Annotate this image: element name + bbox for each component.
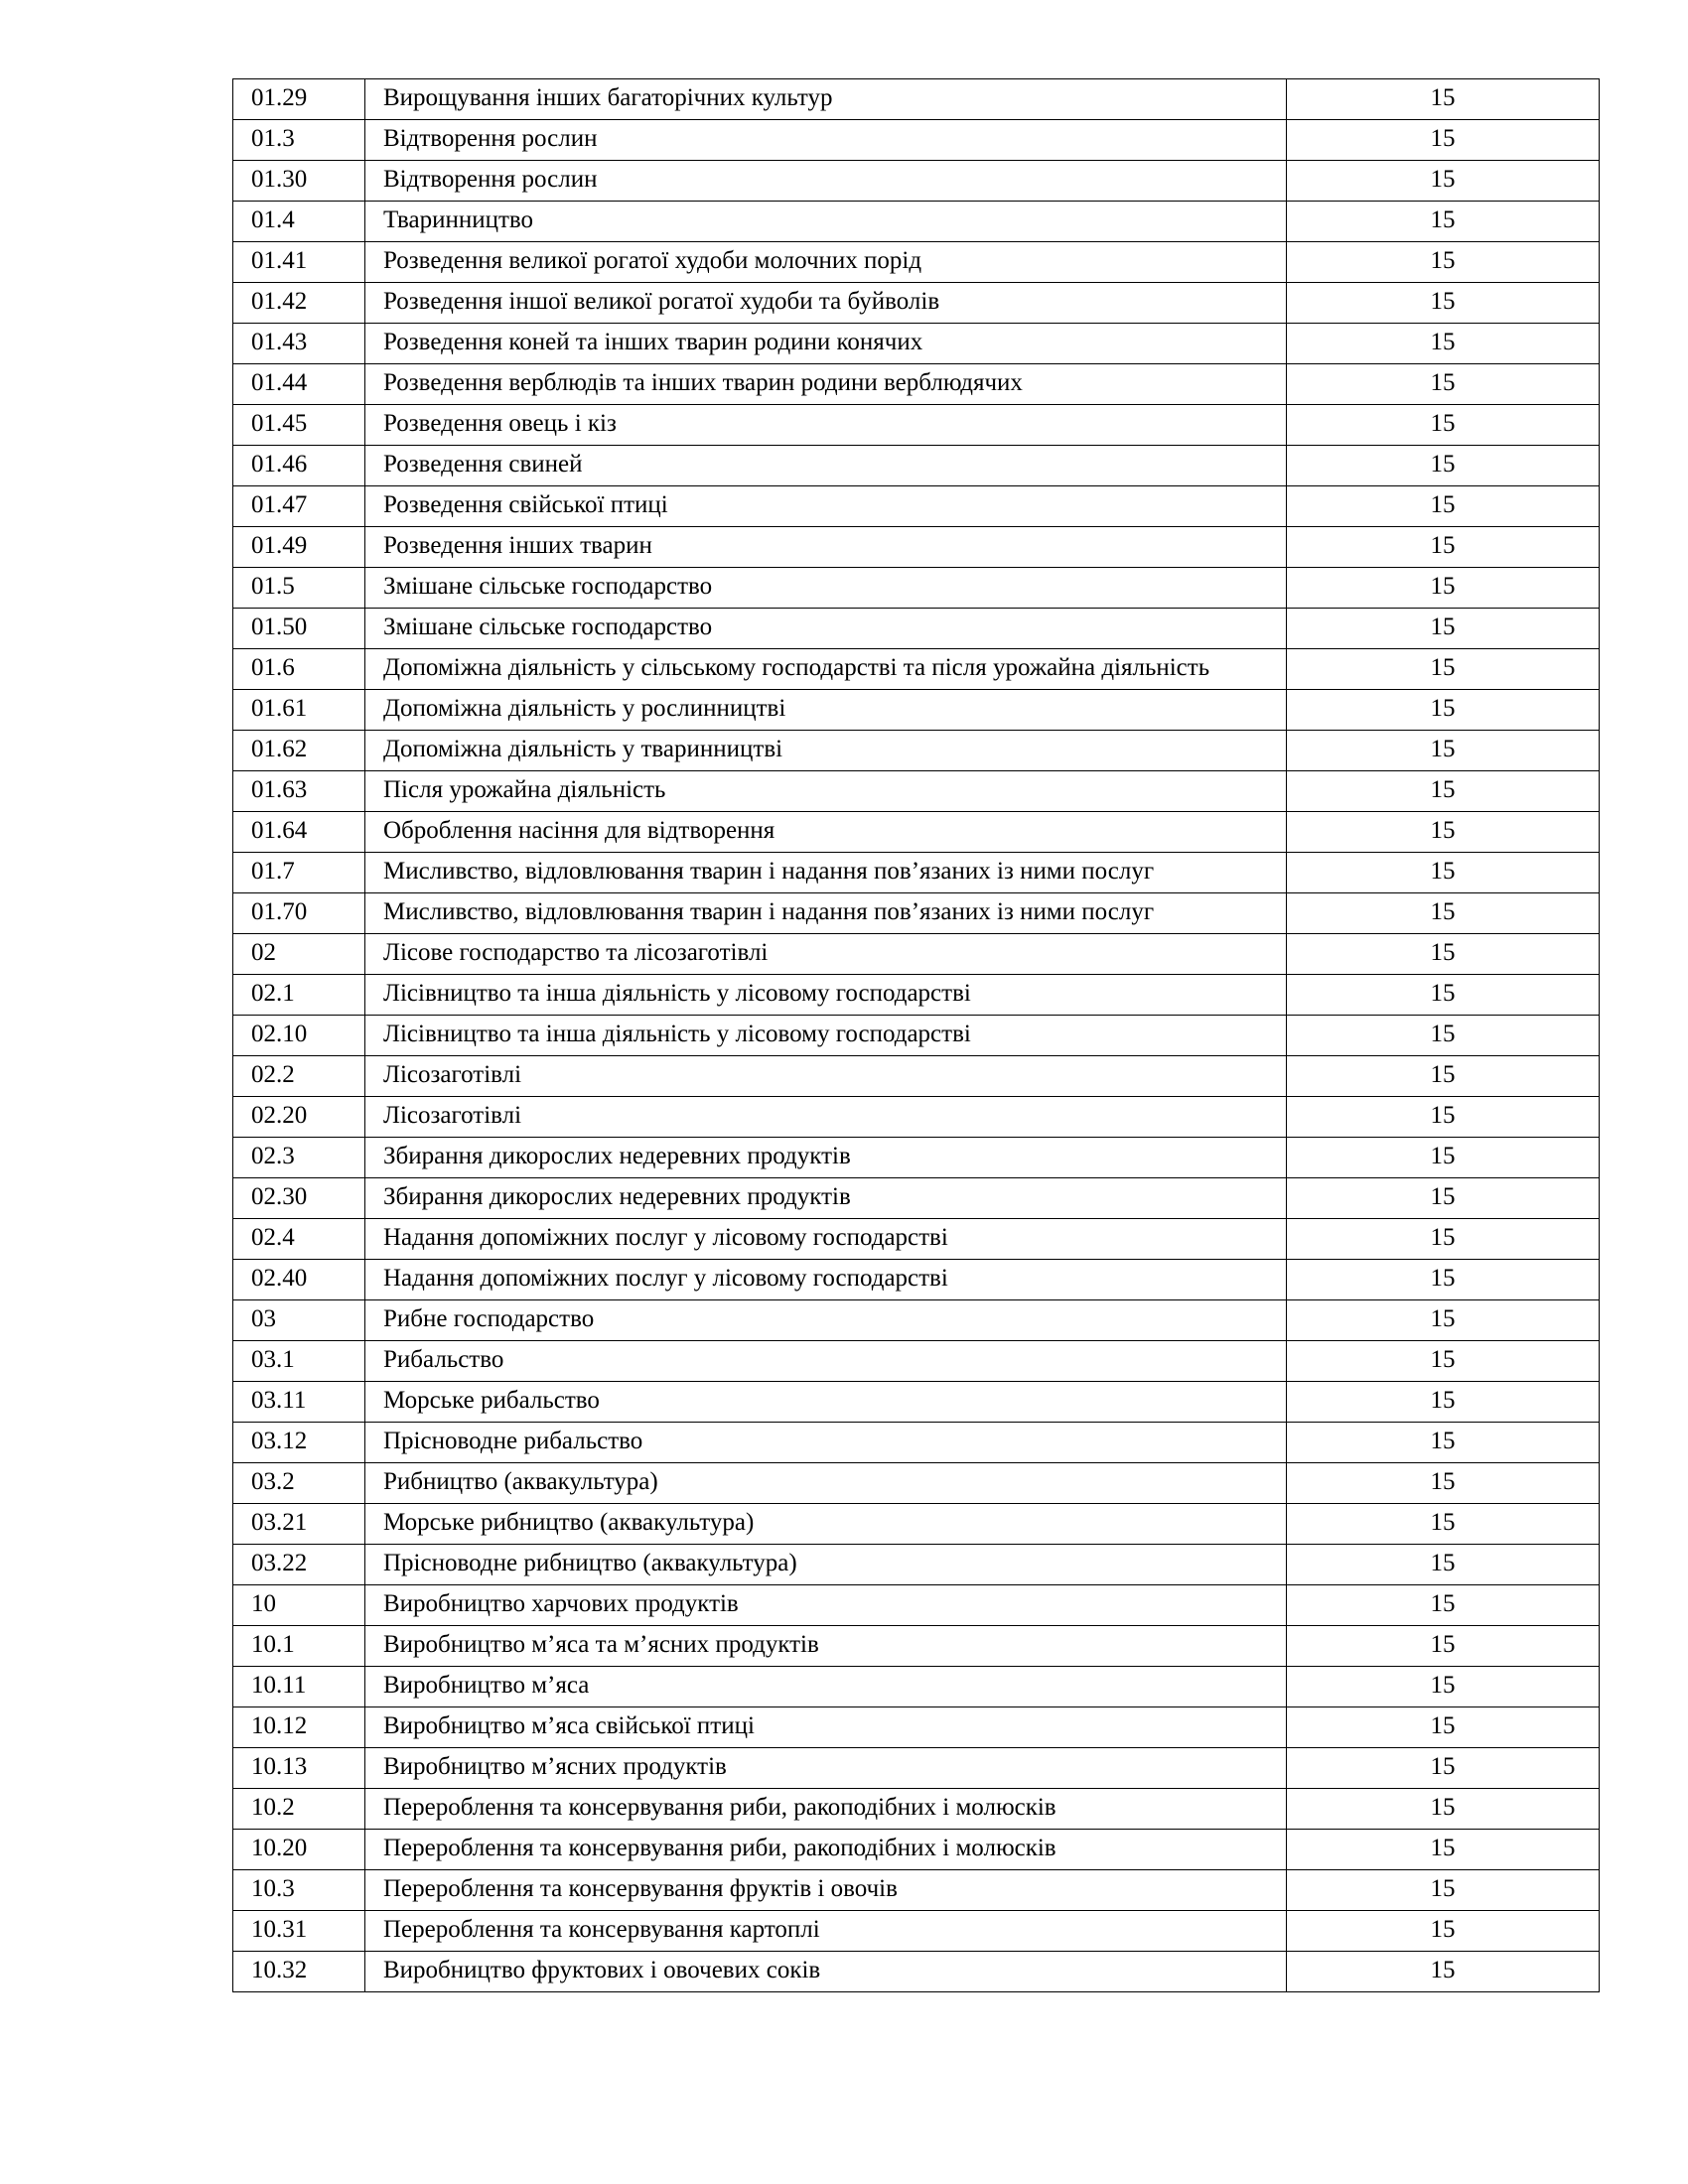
- activity-code-cell: 01.62: [233, 731, 365, 771]
- table-row: [233, 1341, 1600, 1382]
- rate-cell: 15: [1287, 1789, 1600, 1830]
- rate-cell: 15: [1287, 1911, 1600, 1952]
- rate-cell: 15: [1287, 812, 1600, 853]
- rate-cell: 15: [1287, 1952, 1600, 1992]
- table-row: [233, 1830, 1600, 1870]
- rate-cell: 15: [1287, 1667, 1600, 1707]
- activity-name-cell: Лісозаготівлі: [365, 1056, 1287, 1097]
- activity-code-cell: 01.30: [233, 161, 365, 202]
- activity-name-cell: Розведення верблюдів та інших тварин родини верблюдячих: [365, 364, 1287, 405]
- rate-cell: 15: [1287, 405, 1600, 446]
- table-row: [233, 1423, 1600, 1463]
- rate-cell: 15: [1287, 853, 1600, 893]
- rate-cell: 15: [1287, 202, 1600, 242]
- activity-code-cell: 03.11: [233, 1382, 365, 1423]
- rate-cell: 15: [1287, 649, 1600, 690]
- activity-code-cell: 01.5: [233, 568, 365, 609]
- activity-name-cell: Розведення коней та інших тварин родини конячих: [365, 324, 1287, 364]
- table-row: [233, 649, 1600, 690]
- activity-codes-table-body: [233, 79, 1600, 1992]
- activity-code-cell: 10.3: [233, 1870, 365, 1911]
- activity-code-cell: 01.45: [233, 405, 365, 446]
- activity-code-cell: 10.20: [233, 1830, 365, 1870]
- activity-name-cell: Лісове господарство та лісозаготівлі: [365, 934, 1287, 975]
- activity-code-cell: 01.6: [233, 649, 365, 690]
- activity-name-cell: Лісозаготівлі: [365, 1097, 1287, 1138]
- activity-name-cell: Перероблення та консервування риби, ракоподібних і молюсків: [365, 1789, 1287, 1830]
- table-row: [233, 1178, 1600, 1219]
- activity-code-cell: 02: [233, 934, 365, 975]
- rate-cell: 15: [1287, 1585, 1600, 1626]
- rate-cell: 15: [1287, 283, 1600, 324]
- activity-name-cell: Прісноводне рибальство: [365, 1423, 1287, 1463]
- table-row: [233, 364, 1600, 405]
- rate-cell: 15: [1287, 1178, 1600, 1219]
- activity-code-cell: 03.22: [233, 1545, 365, 1585]
- activity-name-cell: Виробництво харчових продуктів: [365, 1585, 1287, 1626]
- table-row: [233, 1016, 1600, 1056]
- rate-cell: 15: [1287, 1504, 1600, 1545]
- table-row: [233, 853, 1600, 893]
- activity-code-cell: 01.7: [233, 853, 365, 893]
- rate-cell: 15: [1287, 364, 1600, 405]
- table-row: [233, 1463, 1600, 1504]
- activity-name-cell: Допоміжна діяльність у рослинництві: [365, 690, 1287, 731]
- activity-name-cell: Перероблення та консервування картоплі: [365, 1911, 1287, 1952]
- activity-name-cell: Виробництво м’яса свійської птиці: [365, 1707, 1287, 1748]
- rate-cell: 15: [1287, 242, 1600, 283]
- activity-code-cell: 01.47: [233, 486, 365, 527]
- rate-cell: 15: [1287, 934, 1600, 975]
- activity-name-cell: Морське рибальство: [365, 1382, 1287, 1423]
- table-row: [233, 1097, 1600, 1138]
- rate-cell: 15: [1287, 1016, 1600, 1056]
- activity-code-cell: 02.10: [233, 1016, 365, 1056]
- rate-cell: 15: [1287, 79, 1600, 120]
- activity-code-cell: 01.42: [233, 283, 365, 324]
- activity-name-cell: Розведення свиней: [365, 446, 1287, 486]
- activity-code-cell: 01.46: [233, 446, 365, 486]
- activity-code-cell: 02.1: [233, 975, 365, 1016]
- table-row: [233, 1545, 1600, 1585]
- rate-cell: 15: [1287, 568, 1600, 609]
- activity-code-cell: 10.31: [233, 1911, 365, 1952]
- activity-code-cell: 02.30: [233, 1178, 365, 1219]
- activity-name-cell: Прісноводне рибництво (аквакультура): [365, 1545, 1287, 1585]
- activity-name-cell: Після урожайна діяльність: [365, 771, 1287, 812]
- activity-codes-table: [232, 78, 1600, 1992]
- table-row: [233, 283, 1600, 324]
- rate-cell: 15: [1287, 771, 1600, 812]
- activity-name-cell: Морське рибництво (аквакультура): [365, 1504, 1287, 1545]
- table-row: [233, 202, 1600, 242]
- activity-code-cell: 01.41: [233, 242, 365, 283]
- table-row: [233, 1748, 1600, 1789]
- activity-code-cell: 10.1: [233, 1626, 365, 1667]
- rate-cell: 15: [1287, 975, 1600, 1016]
- activity-code-cell: 10.11: [233, 1667, 365, 1707]
- activity-code-cell: 01.50: [233, 609, 365, 649]
- activity-code-cell: 02.4: [233, 1219, 365, 1260]
- activity-code-cell: 01.43: [233, 324, 365, 364]
- rate-cell: 15: [1287, 731, 1600, 771]
- rate-cell: 15: [1287, 1056, 1600, 1097]
- table-row: [233, 1667, 1600, 1707]
- activity-name-cell: Змішане сільське господарство: [365, 609, 1287, 649]
- activity-code-cell: 02.2: [233, 1056, 365, 1097]
- table-row: [233, 690, 1600, 731]
- activity-code-cell: 02.40: [233, 1260, 365, 1300]
- activity-code-cell: 01.4: [233, 202, 365, 242]
- activity-code-cell: 03.2: [233, 1463, 365, 1504]
- activity-name-cell: Надання допоміжних послуг у лісовому господарстві: [365, 1219, 1287, 1260]
- table-row: [233, 1504, 1600, 1545]
- activity-name-cell: Відтворення рослин: [365, 161, 1287, 202]
- table-row: [233, 486, 1600, 527]
- rate-cell: 15: [1287, 1748, 1600, 1789]
- activity-code-cell: 01.64: [233, 812, 365, 853]
- activity-name-cell: Тваринництво: [365, 202, 1287, 242]
- table-row: [233, 405, 1600, 446]
- rate-cell: 15: [1287, 486, 1600, 527]
- activity-name-cell: Виробництво фруктових і овочевих соків: [365, 1952, 1287, 1992]
- activity-name-cell: Розведення великої рогатої худоби молочних порід: [365, 242, 1287, 283]
- activity-name-cell: Мисливство, відловлювання тварин і надання пов’язаних із ними послуг: [365, 893, 1287, 934]
- table-row: [233, 609, 1600, 649]
- activity-code-cell: 01.63: [233, 771, 365, 812]
- table-row: [233, 161, 1600, 202]
- rate-cell: 15: [1287, 1463, 1600, 1504]
- rate-cell: 15: [1287, 446, 1600, 486]
- activity-name-cell: Лісівництво та інша діяльність у лісовому господарстві: [365, 975, 1287, 1016]
- table-row: [233, 1300, 1600, 1341]
- table-row: [233, 242, 1600, 283]
- activity-code-cell: 03: [233, 1300, 365, 1341]
- rate-cell: 15: [1287, 1545, 1600, 1585]
- activity-code-cell: 10.13: [233, 1748, 365, 1789]
- table-row: [233, 1707, 1600, 1748]
- table-row: [233, 446, 1600, 486]
- table-row: [233, 1219, 1600, 1260]
- activity-name-cell: Розведення овець і кіз: [365, 405, 1287, 446]
- activity-code-cell: 01.29: [233, 79, 365, 120]
- activity-code-cell: 10.12: [233, 1707, 365, 1748]
- activity-name-cell: Розведення інших тварин: [365, 527, 1287, 568]
- activity-name-cell: Оброблення насіння для відтворення: [365, 812, 1287, 853]
- activity-name-cell: Збирання дикорослих недеревних продуктів: [365, 1178, 1287, 1219]
- activity-code-cell: 02.3: [233, 1138, 365, 1178]
- activity-name-cell: Рибництво (аквакультура): [365, 1463, 1287, 1504]
- table-row: [233, 1626, 1600, 1667]
- table-row: [233, 771, 1600, 812]
- activity-code-cell: 03.1: [233, 1341, 365, 1382]
- table-row: [233, 120, 1600, 161]
- activity-code-cell: 01.3: [233, 120, 365, 161]
- table-row: [233, 1585, 1600, 1626]
- table-row: [233, 1952, 1600, 1992]
- table-row: [233, 1382, 1600, 1423]
- activity-name-cell: Розведення свійської птиці: [365, 486, 1287, 527]
- activity-name-cell: Мисливство, відловлювання тварин і надання пов’язаних із ними послуг: [365, 853, 1287, 893]
- table-row: [233, 1056, 1600, 1097]
- rate-cell: 15: [1287, 161, 1600, 202]
- table-row: [233, 527, 1600, 568]
- activity-name-cell: Перероблення та консервування риби, ракоподібних і молюсків: [365, 1830, 1287, 1870]
- rate-cell: 15: [1287, 1260, 1600, 1300]
- activity-code-cell: 02.20: [233, 1097, 365, 1138]
- table-row: [233, 79, 1600, 120]
- rate-cell: 15: [1287, 324, 1600, 364]
- rate-cell: 15: [1287, 1341, 1600, 1382]
- activity-name-cell: Допоміжна діяльність у сільському господарстві та після урожайна діяльність: [365, 649, 1287, 690]
- rate-cell: 15: [1287, 1382, 1600, 1423]
- table-row: [233, 893, 1600, 934]
- table-row: [233, 731, 1600, 771]
- rate-cell: 15: [1287, 1626, 1600, 1667]
- rate-cell: 15: [1287, 1423, 1600, 1463]
- activity-name-cell: Допоміжна діяльність у тваринництві: [365, 731, 1287, 771]
- activity-code-cell: 10: [233, 1585, 365, 1626]
- activity-name-cell: Виробництво м’яса: [365, 1667, 1287, 1707]
- activity-code-cell: 10.32: [233, 1952, 365, 1992]
- activity-code-cell: 01.70: [233, 893, 365, 934]
- rate-cell: 15: [1287, 120, 1600, 161]
- table-row: [233, 1789, 1600, 1830]
- rate-cell: 15: [1287, 1870, 1600, 1911]
- activity-name-cell: Відтворення рослин: [365, 120, 1287, 161]
- rate-cell: 15: [1287, 1707, 1600, 1748]
- rate-cell: 15: [1287, 527, 1600, 568]
- activity-name-cell: Вирощування інших багаторічних культур: [365, 79, 1287, 120]
- table-row: [233, 1870, 1600, 1911]
- activity-name-cell: Рибальство: [365, 1341, 1287, 1382]
- activity-name-cell: Надання допоміжних послуг у лісовому господарстві: [365, 1260, 1287, 1300]
- activity-code-cell: 01.49: [233, 527, 365, 568]
- activity-code-cell: 01.44: [233, 364, 365, 405]
- activity-name-cell: Лісівництво та інша діяльність у лісовому господарстві: [365, 1016, 1287, 1056]
- table-row: [233, 1911, 1600, 1952]
- rate-cell: 15: [1287, 1219, 1600, 1260]
- rate-cell: 15: [1287, 609, 1600, 649]
- activity-name-cell: Виробництво м’яса та м’ясних продуктів: [365, 1626, 1287, 1667]
- rate-cell: 15: [1287, 1097, 1600, 1138]
- table-row: [233, 975, 1600, 1016]
- table-row: [233, 568, 1600, 609]
- rate-cell: 15: [1287, 690, 1600, 731]
- activity-name-cell: Виробництво м’ясних продуктів: [365, 1748, 1287, 1789]
- table-row: [233, 812, 1600, 853]
- table-row: [233, 1260, 1600, 1300]
- rate-cell: 15: [1287, 893, 1600, 934]
- activity-name-cell: Розведення іншої великої рогатої худоби та буйволів: [365, 283, 1287, 324]
- rate-cell: 15: [1287, 1830, 1600, 1870]
- activity-code-cell: 03.12: [233, 1423, 365, 1463]
- activity-name-cell: Рибне господарство: [365, 1300, 1287, 1341]
- activity-name-cell: Перероблення та консервування фруктів і овочів: [365, 1870, 1287, 1911]
- activity-code-cell: 01.61: [233, 690, 365, 731]
- table-row: [233, 934, 1600, 975]
- activity-code-cell: 03.21: [233, 1504, 365, 1545]
- activity-name-cell: Збирання дикорослих недеревних продуктів: [365, 1138, 1287, 1178]
- rate-cell: 15: [1287, 1138, 1600, 1178]
- activity-code-cell: 10.2: [233, 1789, 365, 1830]
- table-row: [233, 1138, 1600, 1178]
- rate-cell: 15: [1287, 1300, 1600, 1341]
- table-row: [233, 324, 1600, 364]
- activity-name-cell: Змішане сільське господарство: [365, 568, 1287, 609]
